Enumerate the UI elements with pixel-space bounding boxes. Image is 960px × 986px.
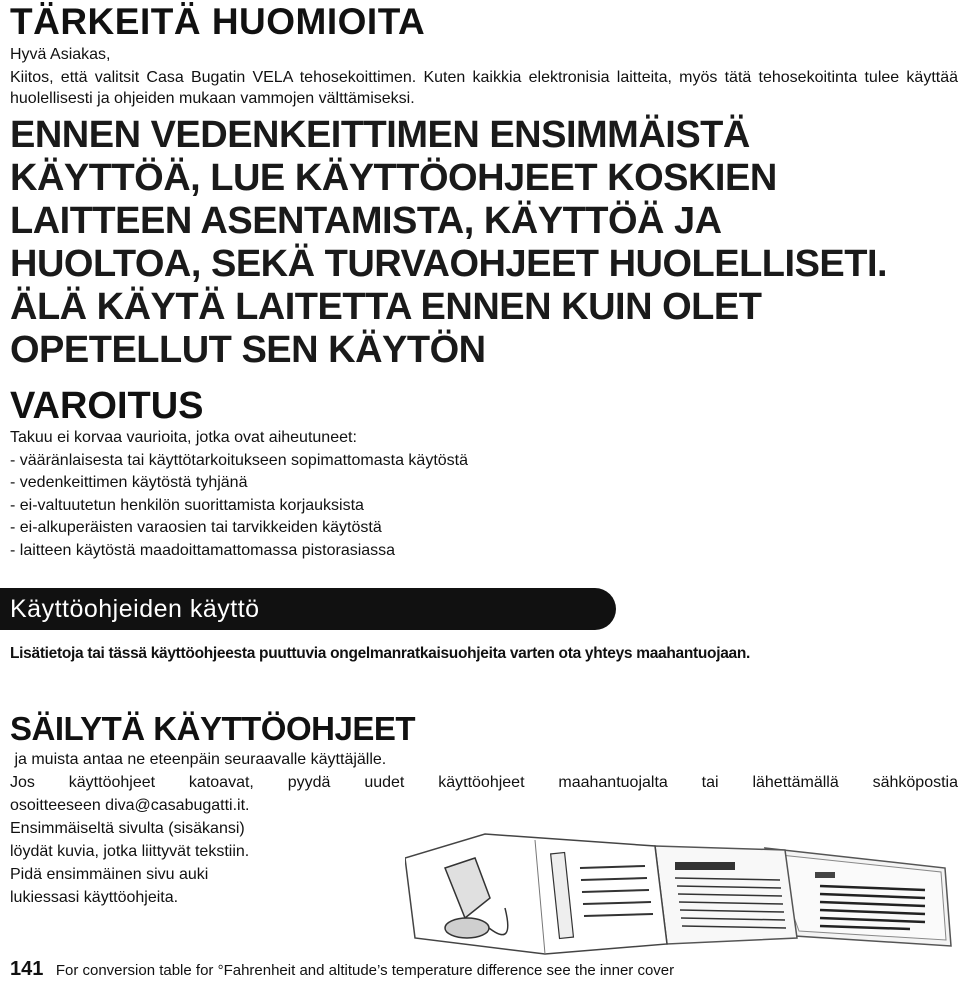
caution-title: VAROITUS bbox=[10, 385, 204, 427]
keep-line: osoitteeseen diva@casabugatti.it. bbox=[10, 797, 250, 814]
keep-line: löydät kuvia, jotka liittyvät tekstiin. bbox=[10, 843, 250, 860]
page-heading: TÄRKEITÄ HUOMIOITA bbox=[10, 1, 426, 42]
list-item: - vedenkeittimen käytöstä tyhjänä bbox=[10, 474, 248, 491]
keep-line: ja muista antaa ne eteenpäin seuraavalle käyttäjälle. bbox=[10, 751, 387, 768]
greeting: Hyvä Asiakas, bbox=[10, 46, 111, 63]
caution-list bbox=[10, 427, 468, 562]
usage-section-title: Käyttöohjeiden käyttö bbox=[10, 595, 260, 623]
keep-line: Jos käyttöohjeet katoavat, pyydä uudet käyttöohjeet maahantuojalta tai lähettämällä sähköpostia bbox=[10, 774, 958, 791]
first-use-warning: ENNEN VEDENKEITTIMEN ENSIMMÄISTÄ KÄYTTÖÄ, LUE KÄYTTÖOHJEET KOSKIEN LAITTEEN ASENTAMISTA, KÄYTTÖÄ JA HUOLTOA, SEKÄ TURVAOHJEET HUOLELLISETI. ÄLÄ KÄYTÄ LAITETTA ENNEN KUIN OLET OPETELLUT SEN KÄYTÖN bbox=[10, 114, 888, 371]
usage-info: Lisätietoja tai tässä käyttöohjeesta puuttuvia ongelmanratkaisuohjeita varten ota yhteys maahantuojaan. bbox=[10, 645, 751, 662]
list-item: - ei-valtuutetun henkilön suorittamista korjauksista bbox=[10, 496, 364, 514]
list-item: - ei-alkuperäisten varaosien tai tarvikkeiden käytöstä bbox=[10, 519, 382, 536]
list-item: Takuu ei korvaa vaurioita, jotka ovat aiheutuneet: bbox=[10, 429, 357, 446]
keep-line: lukiessasi käyttöohjeita. bbox=[10, 889, 179, 906]
keep-line: Ensimmäiseltä sivulta (sisäkansi) bbox=[10, 820, 245, 837]
list-item: - laitteen käytöstä maadoittamattomassa pistorasiassa bbox=[10, 541, 396, 559]
list-item: - vääränlaisesta tai käyttötarkoitukseen sopimattomasta käytöstä bbox=[10, 451, 468, 469]
page-number: 141 bbox=[10, 958, 44, 980]
manual-illustration bbox=[405, 828, 957, 958]
usage-section-bar bbox=[0, 588, 616, 630]
page-footer bbox=[10, 958, 674, 981]
keep-manual-title: SÄILYTÄ KÄYTTÖOHJEET bbox=[10, 710, 415, 747]
conversion-note: For conversion table for °Fahrenheit and altitude’s temperature difference see the inner cover bbox=[55, 962, 675, 979]
intro-text: Kiitos, että valitsit Casa Bugatin VELA tehosekoittimen. Kuten kaikkia elektronisia laitteita, myös tätä tehosekoitinta tulee käyttää huolellisesti ja ohjeiden mukaan vammojen välttämiseksi. bbox=[10, 69, 958, 107]
keep-line: Pidä ensimmäinen sivu auki bbox=[10, 866, 209, 883]
